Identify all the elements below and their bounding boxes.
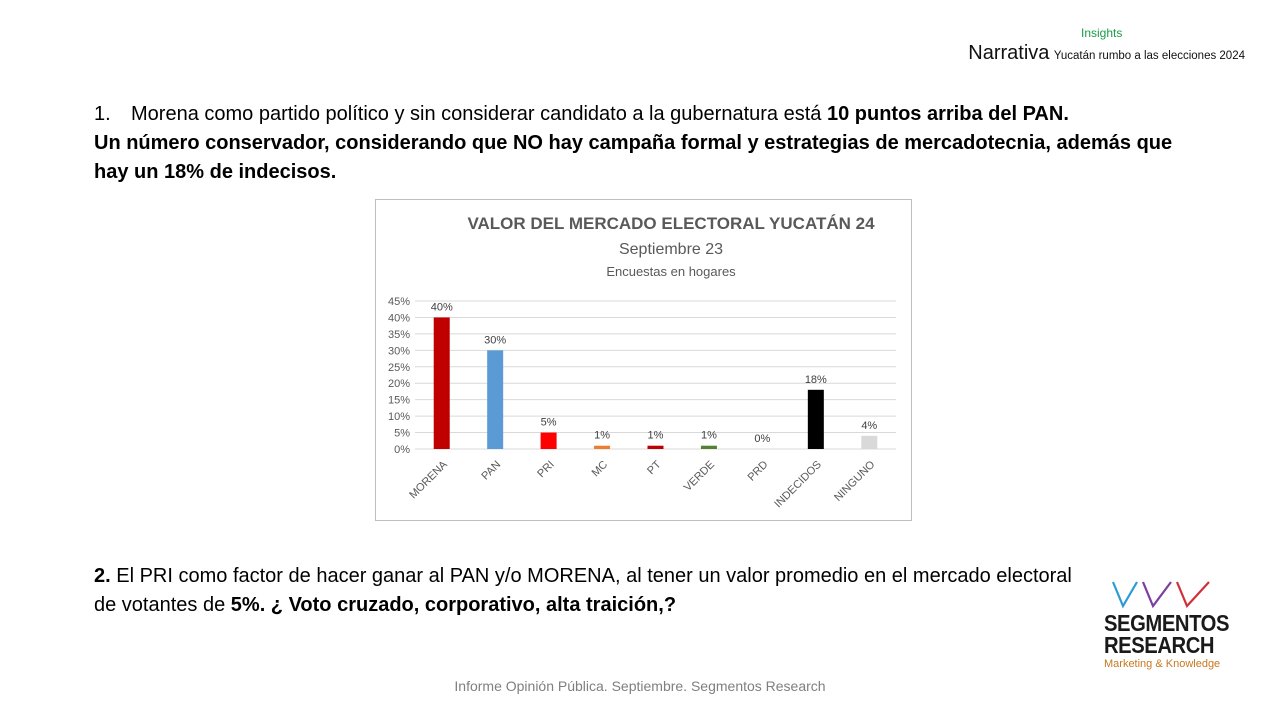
bar-verde: [701, 446, 717, 449]
bar-morena: [434, 317, 450, 449]
y-tick-label: 20%: [387, 378, 410, 391]
x-tick-label: VERDE: [681, 458, 718, 494]
bar-indecidos: [808, 390, 824, 449]
footer: Informe Opinión Pública. Septiembre. Segmentos Research: [454, 678, 826, 694]
x-tick-label: PAN: [479, 458, 504, 483]
logo-line-2: RESEARCH: [1104, 632, 1215, 658]
chart-container: [375, 199, 912, 521]
data-label: 5%: [540, 416, 557, 429]
header-title: [968, 42, 1245, 65]
checkmarks-icon: [1101, 576, 1241, 612]
point-2: [94, 562, 1094, 620]
chart-note: Encuestas en hogares: [606, 264, 736, 279]
point-2-number: 2.: [94, 565, 111, 587]
y-tick-label: 45%: [387, 296, 410, 308]
y-tick-label: 10%: [387, 411, 410, 424]
bar-pan: [487, 350, 503, 449]
x-tick-label: PT: [645, 458, 664, 478]
point-2-highlight: 5%. ¿ Voto cruzado, corporativo, alta traición,?: [230, 594, 677, 616]
bar-mc: [594, 446, 610, 449]
point-1-conclusion: Un número conservador, considerando que NO hay campaña formal y estrategias de mercadotecnia, además que hay un 18% de indecisos.: [94, 132, 1173, 183]
y-tick-label: 35%: [387, 328, 410, 341]
bar-ninguno: [861, 436, 877, 449]
y-tick-label: 0%: [394, 444, 410, 456]
point-1-number: 1.: [94, 103, 111, 125]
bar-pt: [648, 446, 664, 449]
data-label: 40%: [430, 301, 453, 314]
bar-chart: [376, 200, 913, 522]
x-tick-label: NINGUNO: [832, 458, 878, 504]
y-tick-label: 15%: [387, 394, 410, 407]
data-label: 1%: [700, 429, 717, 442]
y-tick-label: 30%: [387, 345, 410, 358]
data-label: 18%: [804, 373, 827, 386]
data-label: 4%: [861, 419, 878, 432]
segmentos-logo: [1101, 576, 1241, 676]
y-tick-label: 5%: [394, 427, 410, 440]
bar-pri: [541, 433, 557, 449]
x-tick-label: PRD: [745, 458, 771, 484]
chart-subtitle: Septiembre 23: [618, 241, 724, 258]
x-tick-label: INDECIDOS: [772, 458, 824, 511]
point-2-text: El PRI como factor de hacer ganar al PAN y/o MORENA, al tener un valor promedio en el mercado electoral de votantes de: [94, 565, 1072, 616]
logo-line-1: SEGMENTOS: [1104, 610, 1230, 636]
data-label: 0%: [754, 433, 771, 445]
logo-tagline: Marketing & Knowledge: [1104, 658, 1221, 670]
x-tick-label: MORENA: [407, 458, 450, 502]
x-tick-label: MC: [589, 458, 611, 480]
x-tick-label: PRI: [535, 458, 557, 481]
point-1-text: Morena como partido político y sin considerar candidato a la gubernatura está: [131, 103, 827, 125]
point-1-highlight: 10 puntos arriba del PAN.: [826, 103, 1069, 125]
y-tick-label: 40%: [387, 312, 410, 325]
data-label: 1%: [647, 429, 664, 442]
chart-title: VALOR DEL MERCADO ELECTORAL YUCATÁN 24: [467, 214, 875, 233]
insights-label: Insights: [1081, 26, 1123, 40]
data-label: 30%: [484, 334, 507, 347]
header-subtitle: Yucatán rumbo a las elecciones 2024: [1053, 50, 1245, 62]
narrativa-label: Narrativa: [968, 42, 1050, 64]
point-1: [94, 100, 1204, 187]
y-tick-label: 25%: [387, 361, 410, 374]
data-label: 1%: [594, 429, 611, 442]
